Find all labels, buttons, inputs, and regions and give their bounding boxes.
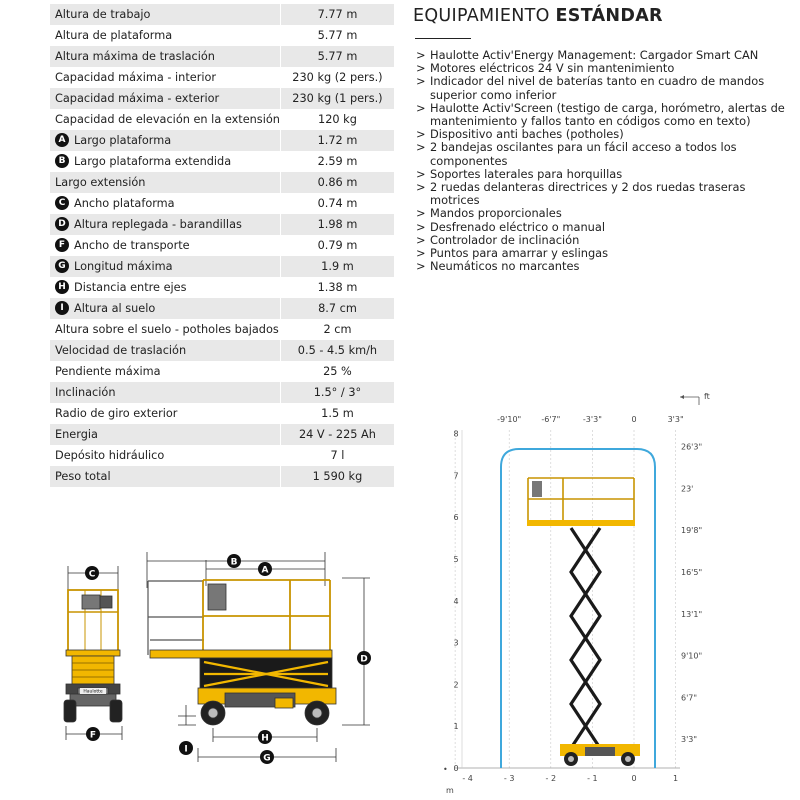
spec-label: Altura replegada - barandillas [74,218,242,231]
spec-value: 8.7 cm [280,298,394,319]
spec-value: 25 % [280,361,394,382]
y-tick-label-ft: 3'3" [681,735,698,745]
y-tick-label-ft: 6'7" [681,693,698,703]
spec-row [50,256,394,277]
spec-label-cell [50,340,280,361]
spec-label: Ancho de transporte [74,239,190,252]
side-view-drawing [147,552,370,762]
spec-label-cell [50,256,280,277]
spec-label-cell [50,151,280,172]
y-tick-label-m: 2 [453,680,459,690]
equipment-title-light: EQUIPAMIENTO [413,6,556,26]
ft-unit-indicator [680,392,710,405]
spec-row [50,214,394,235]
svg-text:F: F [89,730,97,741]
x-tick-label-m: - 4 [462,774,473,783]
dim-badge-h [258,730,272,744]
spec-row [50,298,394,319]
dimension-badge: B [55,154,69,168]
dim-badge-b [227,554,241,568]
spec-label-cell [50,403,280,424]
spec-label-cell [50,25,280,46]
dimension-badge: H [55,280,69,294]
spec-label: Depósito hidráulico [55,449,165,462]
spec-label: Velocidad de traslación [55,344,187,357]
spec-label-cell [50,382,280,403]
spec-value: 1.5° / 3° [280,382,394,403]
spec-label: Altura sobre el suelo - potholes bajados [55,323,279,336]
spec-table [50,4,394,487]
brand-logo [80,688,106,695]
grid-layer [455,430,680,768]
spec-label: Ancho plataforma [74,197,175,210]
x-tick-label-m: 1 [673,774,679,783]
working-envelope-chart [410,385,800,800]
spec-row [50,319,394,340]
spec-label-cell [50,88,280,109]
spec-row [50,193,394,214]
y-tick-label-ft: 9'10" [681,651,703,661]
y-tick-label-m: 4 [453,596,459,606]
y-tick-label-m: 5 [453,555,459,564]
spec-label-cell [50,67,280,88]
spec-value: 1.9 m [280,256,394,277]
spec-value: 1.72 m [280,130,394,151]
spec-label-cell [50,319,280,340]
equipment-item: > Motores eléctricos 24 V sin mantenimiento [416,62,788,75]
svg-text:A: A [261,565,269,576]
equipment-item: > Desfrenado eléctrico o manual [416,221,788,234]
spec-label-cell [50,4,280,25]
spec-label: Radio de giro exterior [55,407,178,420]
raised-lift-drawing [527,478,640,766]
equipment-item: > Neumáticos no marcantes [416,260,788,273]
front-view-drawing [64,566,122,740]
dimension-badge: D [55,217,69,231]
spec-label-cell [50,361,280,382]
svg-text:I: I [184,744,188,755]
spec-label: Altura de trabajo [55,8,151,21]
x-tick-label-ft: -6'7" [541,415,561,424]
spec-row [50,277,394,298]
spec-row [50,25,394,46]
spec-label: Capacidad máxima - exterior [55,92,220,105]
y-tick-label-m: 1 [453,722,459,732]
spec-label-cell [50,277,280,298]
equipment-item: > Haulotte Activ'Screen (testigo de carga, horómetro, alertas de mantenimiento y fallos tanto en códigos como en texto) [416,102,788,128]
spec-label-cell [50,298,280,319]
y-tick-label-ft: 16'5" [681,568,703,577]
spec-value: 0.79 m [280,235,394,256]
equipment-title-rule [415,38,471,39]
spec-label: Largo extensión [55,176,146,189]
spec-label-cell [50,193,280,214]
spec-value: 120 kg [280,109,394,130]
equipment-item: > Controlador de inclinación [416,234,788,247]
spec-label: Longitud máxima [74,260,173,273]
spec-label: Capacidad máxima - interior [55,71,217,84]
spec-label-cell [50,214,280,235]
dimension-badge: A [55,133,69,147]
spec-value: 5.77 m [280,25,394,46]
equipment-list [416,49,788,273]
equipment-title [413,6,663,26]
y-tick-label-m: 3 [453,638,459,648]
spec-value: 5.77 m [280,46,394,67]
spec-value: 230 kg (1 pers.) [280,88,394,109]
dimension-badge: G [55,259,69,273]
machine-drawings [40,540,400,780]
spec-label: Largo plataforma [74,134,172,147]
dim-badge-f [86,727,100,741]
spec-row [50,151,394,172]
equipment-item: > 2 bandejas oscilantes para un fácil acceso a todos los componentes [416,141,788,167]
spec-row [50,361,394,382]
x-tick-label-ft: 0 [631,415,637,424]
dimension-badge: F [55,238,69,252]
svg-text:B: B [230,557,238,568]
x-tick-label-m: - 3 [503,774,515,783]
spec-row [50,445,394,466]
spec-label-cell [50,172,280,193]
spec-row [50,46,394,67]
spec-value: 0.74 m [280,193,394,214]
spec-value: 7 l [280,445,394,466]
equipment-item: > Indicador del nivel de baterías tanto en cuadro de mandos superior como inferior [416,75,788,101]
working-envelope-outline [501,449,655,768]
spec-label-cell [50,46,280,67]
dim-badge-g [260,750,274,764]
spec-row [50,382,394,403]
spec-label: Largo plataforma extendida [74,155,232,168]
y-tick-label-ft: 13'1" [681,609,703,619]
m-label: m [446,786,454,795]
y-tick-label-ft: 26'3" [681,442,703,452]
spec-value: 24 V - 225 Ah [280,424,394,445]
spec-label: Altura máxima de traslación [55,50,215,63]
spec-label: Pendiente máxima [55,365,161,378]
x-tick-label-ft: -9'10" [497,415,522,424]
x-tick-label-m: 0 [631,774,637,783]
spec-table-body [50,4,394,487]
x-tick-label-ft: -3'3" [582,415,602,424]
x-tick-label-m: - 2 [545,774,557,783]
equipment-item: > Dispositivo anti baches (potholes) [416,128,788,141]
spec-label: Peso total [55,470,111,483]
equipment-item: > Mandos proporcionales [416,207,788,220]
dimension-badge: I [55,301,69,315]
spec-row [50,4,394,25]
spec-value: 7.77 m [280,4,394,25]
y-tick-label-m: 6 [453,513,459,523]
y-tick-label-m: 0 [453,764,459,773]
spec-row [50,109,394,130]
spec-row [50,67,394,88]
spec-label-cell [50,445,280,466]
equipment-item: > Puntos para amarrar y eslingas [416,247,788,260]
dim-badge-a [258,562,272,576]
spec-label-cell [50,109,280,130]
spec-value: 2 cm [280,319,394,340]
spec-value: 1 590 kg [280,466,394,487]
spec-label-cell [50,424,280,445]
dimension-badge: C [55,196,69,210]
y-tick-label-ft: 23' [681,484,694,494]
spec-value: 1.38 m [280,277,394,298]
spec-value: 230 kg (2 pers.) [280,67,394,88]
tick-layer [453,415,702,783]
spec-label: Altura al suelo [74,302,156,315]
spec-label: Inclinación [55,386,116,399]
x-tick-label-ft: 3'3" [667,415,684,424]
spec-label: Energia [55,428,98,441]
spec-value: 2.59 m [280,151,394,172]
spec-row [50,172,394,193]
spec-label: Altura de plataforma [55,29,173,42]
ft-label: ft [704,392,710,401]
spec-row [50,466,394,487]
spec-label-cell [50,466,280,487]
spec-row [50,235,394,256]
dim-badge-c [85,566,99,580]
svg-text:H: H [261,733,269,744]
y-tick-label-m: 8 [453,429,459,439]
spec-label: Distancia entre ejes [74,281,187,294]
spec-label-cell [50,130,280,151]
spec-label: Capacidad de elevación en la extensión [55,113,280,126]
spec-label-cell [50,235,280,256]
svg-text:D: D [360,654,368,665]
dim-badge-d [357,651,371,665]
svg-text:Haulotte: Haulotte [83,689,103,695]
equipment-item: > 2 ruedas delanteras directrices y 2 dos ruedas traseras motrices [416,181,788,207]
spec-row [50,88,394,109]
spec-row [50,424,394,445]
dim-badge-i [179,741,193,755]
axis-origin-mark: • [443,765,448,774]
x-tick-label-m: - 1 [587,774,598,783]
spec-row [50,403,394,424]
svg-text:C: C [88,569,96,580]
y-tick-label-m: 7 [453,471,459,481]
equipment-item: > Soportes laterales para horquillas [416,168,788,181]
spec-row [50,340,394,361]
spec-value: 1.98 m [280,214,394,235]
equipment-item: > Haulotte Activ'Energy Management: Cargador Smart CAN [416,49,788,62]
equipment-title-bold: ESTÁNDAR [555,6,663,26]
spec-value: 0.86 m [280,172,394,193]
spec-row [50,130,394,151]
y-tick-label-ft: 19'8" [681,526,703,536]
svg-text:G: G [263,753,271,764]
spec-value: 0.5 - 4.5 km/h [280,340,394,361]
spec-value: 1.5 m [280,403,394,424]
